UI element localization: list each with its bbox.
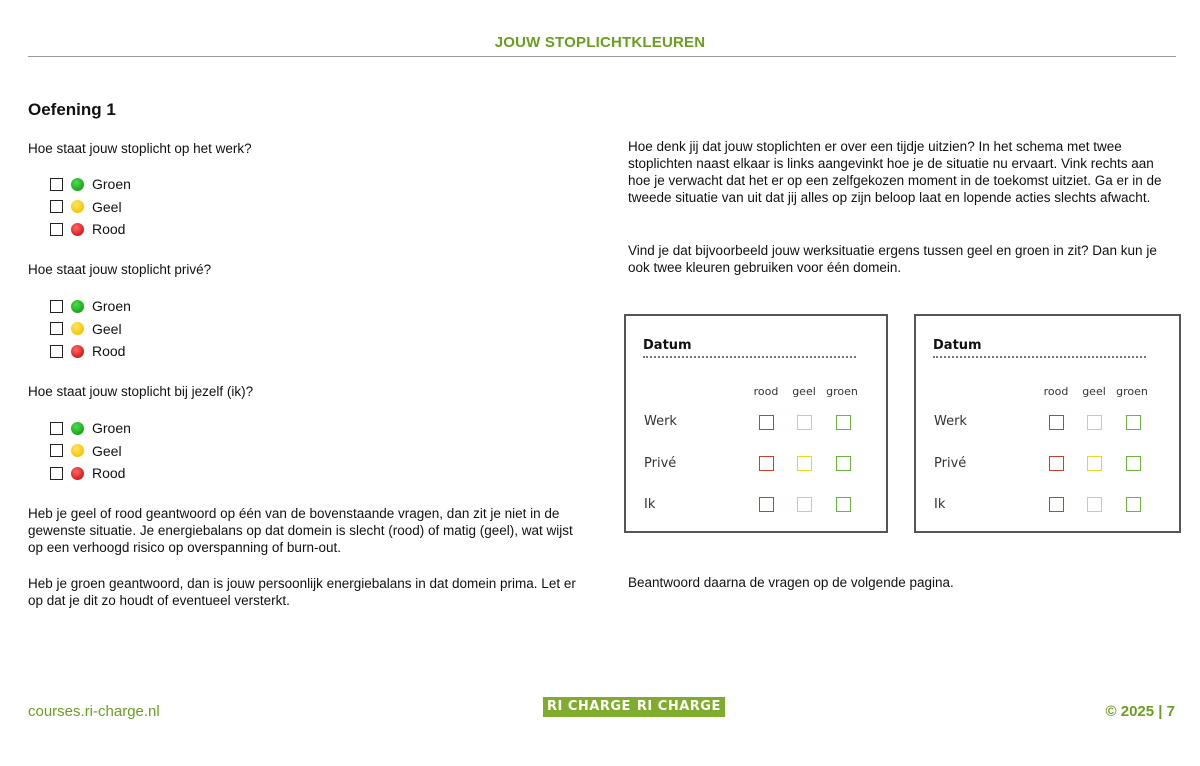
checkbox-werk-geel[interactable] <box>1087 415 1102 430</box>
datum-dotted-line[interactable] <box>933 356 1146 358</box>
datum-label: Datum <box>933 338 982 353</box>
red-light-icon <box>71 223 84 236</box>
option-groen[interactable] <box>50 173 131 196</box>
option-label: Groen <box>92 176 131 193</box>
traffic-light-schema-future <box>914 314 1181 533</box>
closing-text: Beantwoord daarna de vragen op de volgende pagina. <box>628 575 954 590</box>
question-prive: Hoe staat jouw stoplicht privé? <box>28 262 212 277</box>
column-header-rood: rood <box>753 385 779 398</box>
traffic-light-schema-now <box>624 314 888 533</box>
footer-url-link[interactable]: courses.ri-charge.nl <box>28 703 160 720</box>
checkbox[interactable] <box>50 422 63 435</box>
checkbox-prive-geel[interactable] <box>1087 456 1102 471</box>
checkbox-ik-rood[interactable] <box>759 497 774 512</box>
option-label: Groen <box>92 298 131 315</box>
checkbox-werk-rood[interactable] <box>759 415 774 430</box>
checkbox[interactable] <box>50 178 63 191</box>
checkbox-prive-rood[interactable] <box>759 456 774 471</box>
checkbox-prive-groen[interactable] <box>836 456 851 471</box>
question-werk: Hoe staat jouw stoplicht op het werk? <box>28 141 252 156</box>
explanation-text: Heb je geel of rood geantwoord op één van de bovenstaande vragen, dan zit je niet in de gewenste situatie. Je energiebalans op dat domein is slecht (rood) of matig (geel), wat wijst op een verhoogd risico op overspanning of burn-out. <box>28 506 573 555</box>
page-header-title: JOUW STOPLICHTKLEUREN <box>494 34 706 51</box>
explanation-text: Heb je groen geantwoord, dan is jouw persoonlijk energiebalans in dat domein prima. Let er op dat je dit zo houdt of eventueel versterkt. <box>28 576 576 608</box>
checkbox[interactable] <box>50 345 63 358</box>
row-label-prive: Privé <box>644 456 677 471</box>
footer-copyright-page: © 2025 | 7 <box>1105 703 1175 720</box>
closing-paragraph <box>628 574 1128 591</box>
row-label-ik: Ik <box>644 497 656 512</box>
green-light-icon <box>71 178 84 191</box>
row-label-prive: Privé <box>934 456 967 471</box>
checkbox[interactable] <box>50 300 63 313</box>
option-rood[interactable] <box>50 218 131 241</box>
option-rood[interactable] <box>50 462 131 485</box>
option-label: Groen <box>92 420 131 437</box>
ri-charge-logo <box>543 697 725 717</box>
options-ik <box>50 417 131 485</box>
checkbox-werk-rood[interactable] <box>1049 415 1064 430</box>
column-header-groen: groen <box>826 385 858 398</box>
exercise-title: Oefening 1 <box>28 100 116 119</box>
checkbox-prive-groen[interactable] <box>1126 456 1141 471</box>
option-label: Geel <box>92 442 122 459</box>
intro-text: Hoe denk jij dat jouw stoplichten er over een tijdje uitzien? In het schema met twee stoplichten naast elkaar is links aangevinkt hoe je de situatie nu ervaart. Vink rechts aan hoe je verwacht dat het er op een zelfgekozen moment in de toekomst uitziet. Ga er in de tweede situatie van uit dat jij alles op zijn beloop laat en lopende acties slechts afwacht. <box>628 139 1162 205</box>
column-header-groen: groen <box>1116 385 1148 398</box>
checkbox[interactable] <box>50 444 63 457</box>
tip-text: Vind je dat bijvoorbeeld jouw werksituatie ergens tussen geel en groen in zit? Dan kun je ook twee kleuren gebruiken voor één domein. <box>628 243 1157 275</box>
checkbox[interactable] <box>50 200 63 213</box>
row-label-ik: Ik <box>934 497 946 512</box>
option-rood[interactable] <box>50 340 131 363</box>
red-light-icon <box>71 345 84 358</box>
checkbox[interactable] <box>50 467 63 480</box>
checkbox[interactable] <box>50 322 63 335</box>
checkbox-ik-rood[interactable] <box>1049 497 1064 512</box>
checkbox-ik-groen[interactable] <box>836 497 851 512</box>
yellow-light-icon <box>71 322 84 335</box>
checkbox-ik-groen[interactable] <box>1126 497 1141 512</box>
checkbox-prive-geel[interactable] <box>797 456 812 471</box>
datum-label: Datum <box>643 338 692 353</box>
checkbox[interactable] <box>50 223 63 236</box>
row-label-werk: Werk <box>644 414 677 429</box>
yellow-light-icon <box>71 444 84 457</box>
option-label: Rood <box>92 343 126 360</box>
option-label: Geel <box>92 320 122 337</box>
red-light-icon <box>71 467 84 480</box>
header-divider <box>28 56 1176 57</box>
explanation-groen <box>28 575 588 609</box>
checkbox-werk-geel[interactable] <box>797 415 812 430</box>
option-label: Rood <box>92 465 126 482</box>
options-werk <box>50 173 131 241</box>
intro-paragraph <box>628 138 1173 206</box>
yellow-light-icon <box>71 200 84 213</box>
tip-paragraph <box>628 242 1168 276</box>
option-geel[interactable] <box>50 196 131 219</box>
checkbox-ik-geel[interactable] <box>797 497 812 512</box>
option-groen[interactable] <box>50 417 131 440</box>
green-light-icon <box>71 422 84 435</box>
option-geel[interactable] <box>50 440 131 463</box>
checkbox-werk-groen[interactable] <box>836 415 851 430</box>
explanation-geel-rood <box>28 505 573 556</box>
checkbox-werk-groen[interactable] <box>1126 415 1141 430</box>
option-groen[interactable] <box>50 295 131 318</box>
logo-text-top: RI CHARGE <box>547 699 631 714</box>
column-header-rood: rood <box>1043 385 1069 398</box>
option-label: Geel <box>92 198 122 215</box>
checkbox-ik-geel[interactable] <box>1087 497 1102 512</box>
datum-dotted-line[interactable] <box>643 356 856 358</box>
logo-text-bottom: RI CHARGE <box>636 699 721 714</box>
options-prive <box>50 295 131 363</box>
option-geel[interactable] <box>50 318 131 341</box>
green-light-icon <box>71 300 84 313</box>
option-label: Rood <box>92 221 126 238</box>
row-label-werk: Werk <box>934 414 967 429</box>
column-header-geel: geel <box>792 385 816 398</box>
checkbox-prive-rood[interactable] <box>1049 456 1064 471</box>
column-header-geel: geel <box>1082 385 1106 398</box>
question-ik: Hoe staat jouw stoplicht bij jezelf (ik)? <box>28 384 254 399</box>
